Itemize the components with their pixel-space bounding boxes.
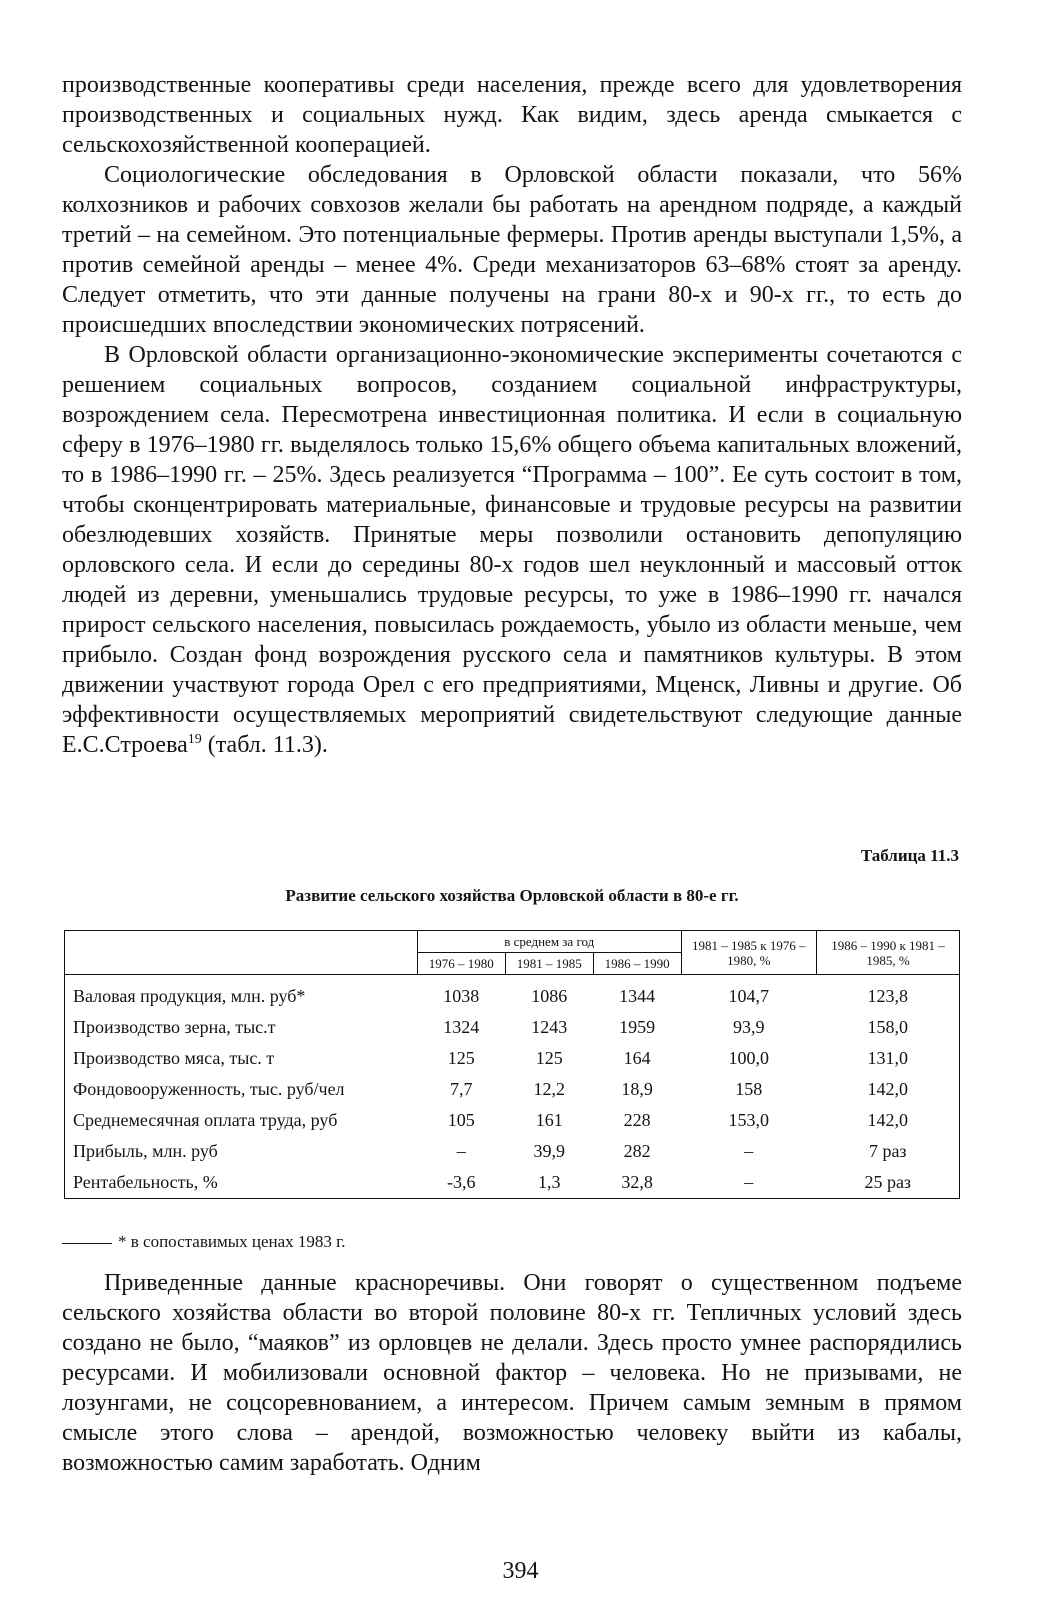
- cell-v2: 1,3: [505, 1167, 593, 1199]
- cell-r1: 153,0: [728, 1110, 770, 1130]
- header-ratio-1: 1981 – 1985 к 1976 – 1980, %: [681, 931, 816, 975]
- cell-v1: –: [456, 1141, 466, 1161]
- paragraph-4: Приведенные данные красноречивы. Они говорят о существенном подъеме сельского хозяйства области во второй половине 80-х гг. Тепличных условий здесь создано не было, “маяков” из орловцев не делали. Здесь просто умнее распорядились ресурсами. И мобилизовали основной фактор – человека. Но не призывами, не лозунгами, не соцсоревнованием, а интересом. Причем самым земным в прямом смысле этого слова – арендой, возможностью человеку выйти из кабалы, возможностью самим заработать. Одним: [62, 1270, 962, 1476]
- cell-v1: 105: [447, 1110, 475, 1130]
- row-name: Производство зерна, тыс.т: [65, 1012, 418, 1043]
- cell-r2: 7 раз: [816, 1136, 959, 1167]
- cell-v3: 32,8: [593, 1167, 681, 1199]
- cell-r1: –: [744, 1141, 754, 1161]
- header-year-2: 1981 – 1985: [505, 953, 593, 975]
- header-year-1: 1976 – 1980: [417, 953, 505, 975]
- cell-r2: 142,0: [816, 1074, 959, 1105]
- cell-v3: 18,9: [621, 1079, 653, 1099]
- data-table: [64, 930, 960, 1199]
- cell-v3: 228: [623, 1110, 651, 1130]
- header-group: в среднем за год: [417, 931, 681, 953]
- cell-r2: 123,8: [816, 975, 959, 1013]
- cell-v2: 125: [535, 1048, 563, 1068]
- cell-r1: 93,9: [733, 1017, 765, 1037]
- paragraph-3: [62, 340, 962, 760]
- row-name: Фондовооруженность, тыс. руб/чел: [65, 1074, 418, 1105]
- cell-v3: 282: [623, 1141, 651, 1161]
- cell-v2: 1243: [531, 1017, 568, 1037]
- cell-r1: –: [681, 1167, 816, 1199]
- body-text-bottom: [62, 1268, 962, 1478]
- cell-r2: 142,0: [816, 1105, 959, 1136]
- cell-r1: 104,7: [728, 986, 770, 1006]
- table-row: [65, 1136, 960, 1167]
- header-year-3: 1986 – 1990: [593, 953, 681, 975]
- body-text-top: [62, 70, 962, 760]
- row-name: Прибыль, млн. руб: [65, 1136, 418, 1167]
- footnote-rule: [62, 1243, 112, 1244]
- cell-v1: 1324: [443, 1017, 480, 1037]
- table-row: [65, 1012, 960, 1043]
- table-row: [65, 975, 960, 1013]
- table-row: [65, 1074, 960, 1105]
- header-ratio-2: 1986 – 1990 к 1981 – 1985, %: [816, 931, 959, 975]
- table-body: [65, 975, 960, 1199]
- table-row: [65, 1167, 960, 1199]
- page-number: 394: [502, 1558, 539, 1584]
- paragraph-3-tail: (табл. 11.3).: [201, 732, 328, 758]
- row-name: Валовая продукция, млн. руб*: [65, 975, 418, 1013]
- cell-v1: -3,6: [417, 1167, 505, 1199]
- cell-v1: 1038: [443, 986, 480, 1006]
- row-name: Производство мяса, тыс. т: [65, 1043, 418, 1074]
- cell-v1: 7,7: [450, 1079, 473, 1099]
- footnote-text: * в сопоставимых ценах 1983 г.: [118, 1232, 346, 1251]
- table-row: [65, 1105, 960, 1136]
- cell-v2: 39,9: [533, 1141, 565, 1161]
- cell-r2: 131,0: [816, 1043, 959, 1074]
- header-empty: [65, 931, 418, 975]
- cell-r1: 158: [735, 1079, 763, 1099]
- cell-r2: 25 раз: [816, 1167, 959, 1199]
- paragraph-1: производственные кооперативы среди населения, прежде всего для удовлетворения производственных и социальных нужд. Как видим, здесь аренда смыкается с сельскохозяйственной кооперацией.: [62, 72, 962, 158]
- table-footnote: [62, 1232, 345, 1252]
- cell-v3: 164: [623, 1048, 651, 1068]
- table-row: [65, 1043, 960, 1074]
- cell-v2: 1086: [531, 986, 568, 1006]
- paragraph-3-text: В Орловской области организационно-экономические эксперименты сочетаются с решением социальных вопросов, созданием социальной инфраструктуры, возрождением села. Пересмотрена инвестиционная политика. И если в социальную сферу в 1976–1980 гг. выделялось только 15,6% общего объема капитальных вложений, то в 1986–1990 гг. – 25%. Здесь реализуется “Программа – 100”. Ее суть состоит в том, чтобы сконцентрировать материальные, финансовые и трудовые ресурсы на развитии обезлюдевших хозяйств. Принятые меры позволили остановить депопуляцию орловского села. И если до середины 80-х годов шел неуклонный и массовый отток людей из деревни, уменьшались трудовые ресурсы, то уже в 1986–1990 гг. начался прирост сельского населения, повысилась рождаемость, убыло из области меньше, чем прибыло. Создан фонд возрождения русского села и памятников культуры. В этом движении участвуют города Орел с его предприятиями, Мценск, Ливны и другие. Об эффективности осуществляемых мероприятий свидетельствуют следующие данные Е.С.Строева: [62, 342, 962, 758]
- row-name: Рентабельность, %: [65, 1167, 418, 1199]
- cell-v3: 1344: [619, 986, 656, 1006]
- cell-v1: 125: [447, 1048, 475, 1068]
- cell-v3: 1959: [619, 1017, 656, 1037]
- cell-r1: 100,0: [728, 1048, 770, 1068]
- cell-r2: 158,0: [816, 1012, 959, 1043]
- cell-v2: 12,2: [533, 1079, 565, 1099]
- cell-v2: 161: [535, 1110, 563, 1130]
- paragraph-2: Социологические обследования в Орловской области показали, что 56% колхозников и рабочих совхозов желали бы работать на арендном подряде, а каждый третий – на семейном. Это потенциальные фермеры. Против аренды выступали 1,5%, а против семейной аренды – менее 4%. Среди механизаторов 63–68% стоят за аренду. Следует отметить, что эти данные получены на грани 80-х и 90-х гг., то есть до происшедших впоследствии экономических потрясений.: [62, 162, 962, 338]
- footnote-ref: 19: [187, 732, 202, 747]
- row-name: Среднемесячная оплата труда, руб: [65, 1105, 418, 1136]
- table-label: Таблица 11.3: [860, 846, 959, 865]
- table-title: Развитие сельского хозяйства Орловской области в 80-е гг.: [285, 886, 739, 905]
